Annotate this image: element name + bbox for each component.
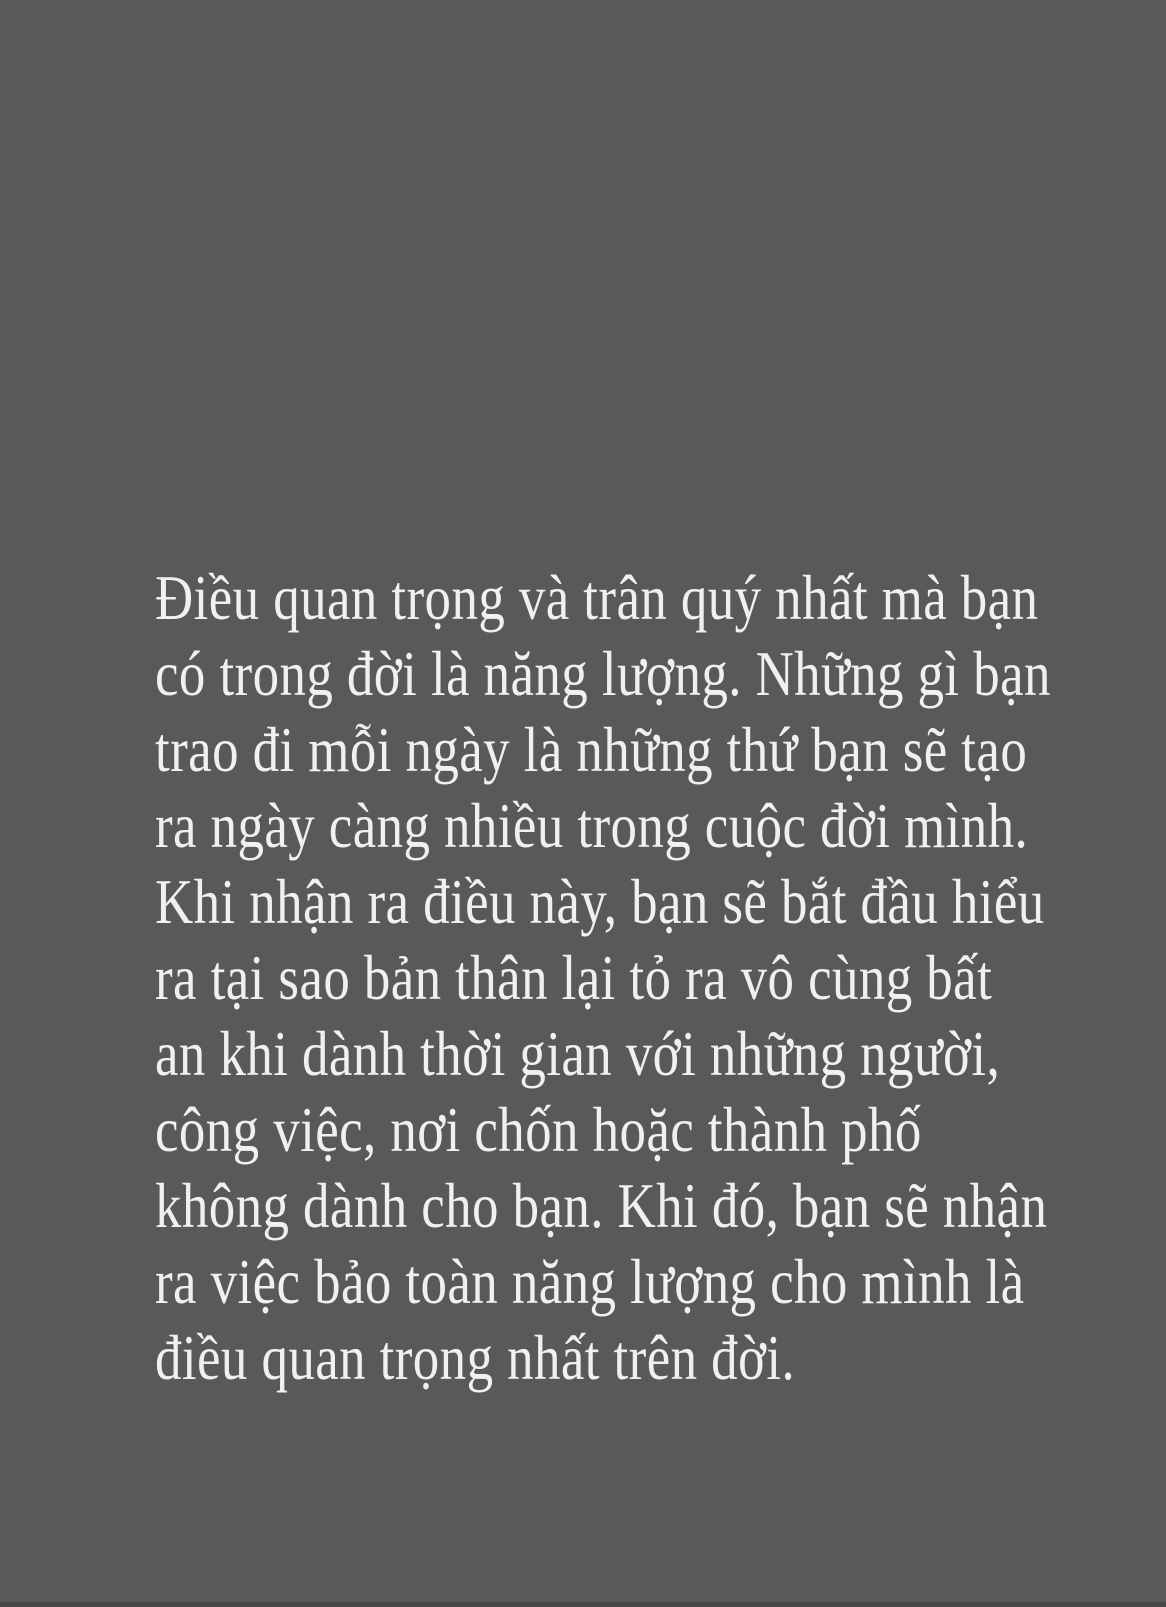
- quote-line-3: trao đi mỗi ngày là những thứ bạn sẽ tạo: [155, 715, 1028, 785]
- bottom-edge-bar: [0, 1602, 1166, 1607]
- quote-line-4: ra ngày càng nhiều trong cuộc đời mình.: [155, 791, 1029, 861]
- quote-text-block: [155, 560, 1051, 1396]
- quote-line-6: ra tại sao bản thân lại tỏ ra vô cùng bất: [155, 943, 993, 1013]
- quote-line-5: Khi nhận ra điều này, bạn sẽ bắt đầu hiểu: [155, 867, 1045, 937]
- quote-line-11: điều quan trọng nhất trên đời.: [155, 1323, 796, 1393]
- quote-line-1: Điều quan trọng và trân quý nhất mà bạn: [155, 563, 1039, 633]
- quote-line-2: có trong đời là năng lượng. Những gì bạn: [155, 639, 1051, 709]
- quote-line-7: an khi dành thời gian với những người,: [155, 1019, 1001, 1089]
- quote-line-8: công việc, nơi chốn hoặc thành phố: [155, 1095, 922, 1165]
- quote-line-9: không dành cho bạn. Khi đó, bạn sẽ nhận: [155, 1171, 1048, 1241]
- quote-line-10: ra việc bảo toàn năng lượng cho mình là: [155, 1247, 1025, 1317]
